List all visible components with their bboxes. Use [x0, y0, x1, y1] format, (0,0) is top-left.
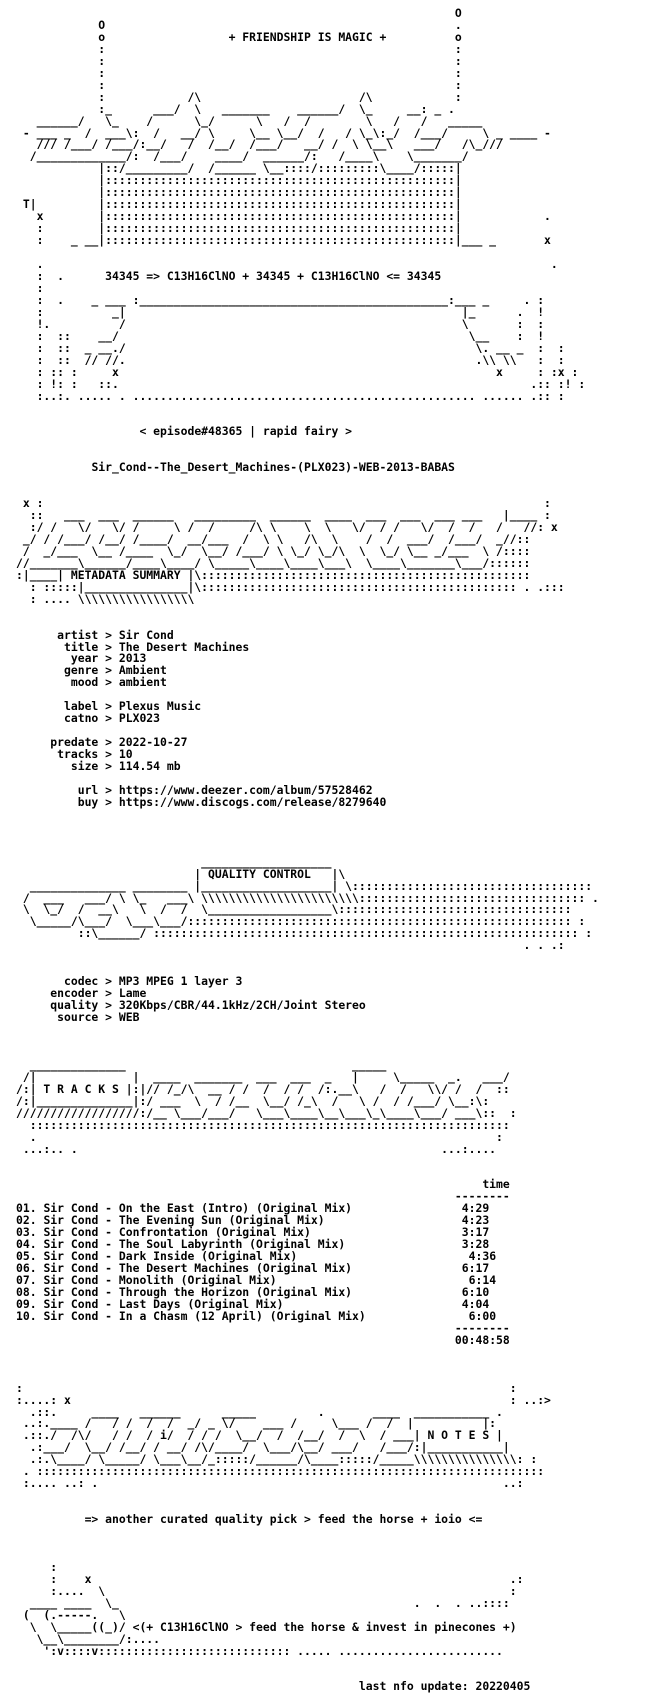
track-title: Sir Cond - Monolith (Original Mix)	[43, 1273, 277, 1288]
quality-value-quality: 320Kbps/CBR/44.1kHz/2CH/Joint Stereo	[118, 998, 366, 1013]
metadata-block	[16, 627, 640, 809]
quality-row-quality: quality > 320Kbps/CBR/44.1kHz/2CH/Joint Stereo	[16, 998, 366, 1013]
total-time-row	[16, 1333, 510, 1347]
closing-line	[16, 1514, 640, 1526]
meta-row-url: url > https://www.deezer.com/album/57528462	[16, 782, 373, 797]
track-number: 03.	[16, 1225, 37, 1240]
meta-value-year: 2013	[118, 651, 147, 666]
track-title: Sir Cond - The Desert Machines (Original Mix)	[43, 1261, 353, 1276]
meta-value-label: Plexus Music	[118, 699, 202, 714]
track-title: Sir Cond - Last Days (Original Mix)	[43, 1296, 284, 1311]
quality-value-source: WEB	[118, 1010, 140, 1025]
meta-value-artist: Sir Cond	[118, 627, 174, 642]
meta-value-genre: Ambient	[118, 663, 167, 678]
release-name-line	[16, 462, 640, 474]
nfo-document	[16, 6, 640, 1693]
meta-row-year: year > 2013	[16, 651, 147, 666]
track-number: 10.	[16, 1308, 37, 1323]
total-time: 00:48:58	[454, 1332, 510, 1347]
track-title: Sir Cond - Confrontation (Original Mix)	[43, 1225, 311, 1240]
header-ascii-art: O O . o + FRIENDSHIP IS MAGIC + o : : : : : : : : : /\ /\ : :_ ___/ \ _______ ______/ \_ __: _ . ______/ \_ / \_/ \ / / \ / / _____ - ___ _ / ___\: / __/ \ \__ \__/ / / \_\:_/ /___/ \ _ ____ - /// /___/ /___/:__/ / /__/ /___/ __/ / \ \__\ ___/ /\_/// /_____________/: /___/ ____/ ______/: /____\ \_______/ |::/_________/ /______ \__::::/:::::::::\____/:::::| |:::::::::::::::::::::::::::::::::::::::::::::::::::| |:::::::::::::::::::::::::::::::::::::::::::::::::::| T| |:::::::::::::::::::::::::::::::::::::::::::::::::::| x |:::::::::::::::::::::::::::::::::::::::::::::::::::| . : |:::::::::::::::::::::::::::::::::::::::::::::::::::| : _ __|:::::::::::::::::::::::::::::::::::::::::::::::::::|___ _ x . . : . 34345 => C13H16ClNO + 34345 + C13H16ClNO <= 34345 : : . _ ___ :_____________________________________________:___ _ . : : _| |_ . ! !. / \ : : : :: __/ \__ : ! : :: _ __./ \. __ _ : : : :: // //. .\\ \\ : : : :: : x x : :x : : !: : ::. .:: :! : :..:. ..... . .................................................. ...... .:: :	[22, 6, 586, 403]
meta-row-buy: buy > https://www.discogs.com/release/8279640	[16, 794, 387, 809]
quality-block	[16, 976, 640, 1024]
quality-row-encoder: encoder > Lame	[16, 986, 147, 1001]
meta-value-title: The Desert Machines	[118, 639, 250, 654]
track-time: 4:29	[461, 1201, 490, 1216]
meta-value-mood: ambient	[118, 675, 167, 690]
track-number: 04.	[16, 1237, 37, 1252]
quality-row-source: source > WEB	[16, 1010, 140, 1025]
track-number: 01.	[16, 1201, 37, 1216]
track-title: Sir Cond - The Soul Labyrinth (Original Mix)	[43, 1237, 346, 1252]
quality-control-banner: ___________________ | QUALITY CONTROL |\ ______________ ________ |___________________| \::::::::::::::::::::::::::::::::::: / ___ ___/ \ \_ ___\ \\\\\\\\\\\\\\\\\\\\\\\::::::::::::::::::::::::::::::::: . \ \_/ / __\ \ / / \__________________\:::::::::::::::::::::::::::::::::: \_____/\___/ \___\___/:::::::::::::::::::::::::::::::::::::::::::::::::::::::: : ::\______/ :::::::::::::::::::::::::::::::::::::::::::::::::::::::::::::: : . . .:	[22, 854, 599, 953]
tracks-banner: ______________ _____ /| | ____ _______ ___ ___ _ | \_____ _. ___/ /:| T R A C K S |:|// /_/\ __ / / / / / /:.__\ / / \\/ / / :: /:|______________|:/ ___ \ / /__ \__/ /_\ / \ / / /___/ \__:\: //////////////////:/__ \___/___/ \___\____\__\___\_\____\___/ ___\:: : :::::::::::::::::::::::::::::::::::::::::::::::::::::::::::::::::::::: . : ...:.. . ...:....	[16, 1057, 517, 1156]
release-name: Sir_Cond--The_Desert_Machines-(PLX023)-WEB-2013-BABAS	[91, 460, 455, 475]
meta-row-genre: genre > Ambient	[16, 663, 167, 678]
meta-row-artist: artist > Sir Cond	[16, 627, 174, 642]
meta-row-size: size > 114.54 mb	[16, 759, 181, 774]
track-number: 08.	[16, 1284, 37, 1299]
quality-row-codec: codec > MP3 MPEG 1 layer 3	[16, 974, 243, 989]
metadata-summary-banner: x : : :: ___ ___ ______ _________ ______ ____ ___ ___ ___ ___ |____ : :/ / \/ \/ / \ / / /\ \ \ \ \/ / / \/ / / / //: x _/ / /___/ /__/ /____/ __/___ / \ \ /\ \ / / ___/ /___/ _//:: / _/___ \__ /____ \_/ \__/ /___/ \ \_/ \_/\ \ \_/ \__ _/___ \ /:::: //_______\______/____\____/ \_____\____\____\___\ \____\_______\___/:::::: :|____| METADATA SUMMARY |\:::::::::::::::::::::::::::::::::::::::::::::::: : :::::|_______________|\:::::::::::::::::::::::::::::::::::::::::::::: . .::: : .... \\\\\\\\\\\\\\\\\	[16, 496, 565, 606]
episode-line	[16, 426, 640, 438]
meta-value-catno: PLX023	[118, 711, 161, 726]
last-update-text: last nfo update: 20220405	[358, 1679, 531, 1693]
track-time: 3:28	[461, 1237, 490, 1252]
track-time: 4:23	[461, 1213, 490, 1228]
track-title: Sir Cond - Through the Horizon (Original Mix)	[43, 1284, 353, 1299]
meta-row-catno: catno > PLX023	[16, 711, 161, 726]
track-number: 05.	[16, 1249, 37, 1264]
meta-row-predate: predate > 2022-10-27	[16, 735, 188, 750]
quality-value-encoder: Lame	[118, 986, 147, 1001]
meta-value-url: https://www.deezer.com/album/57528462	[118, 782, 373, 797]
total-rule: --------	[454, 1320, 510, 1335]
time-header-rule: --------	[454, 1189, 510, 1204]
track-title: Sir Cond - On the East (Intro) (Original Mix)	[43, 1201, 353, 1216]
track-number: 02.	[16, 1213, 37, 1228]
quality-value-codec: MP3 MPEG 1 layer 3	[118, 974, 243, 989]
notes-banner: : : :....: x : ..:> .::. ____ ______ _____ . ____ ___________ . ..:.____ / / / / / _/ _ \/ ___ / \___ / / | |: .::./ /\/ / / / i/ / / / \__/ / /__/ / \ / ___| N O T E S | .:___/ \__/ /__/ / __/ /\/____/ \___/\__/ ___/ /___/:|___________| .:.\____/ \_____/ \___\__/_:::::/______/\____:::::/_____\\\\\\\\\\\\\\\: : . :::::::::::::::::::::::::::::::::::::::::::::::::::::::::::::::::::::::::: :.... ..: . ..:	[16, 1380, 551, 1491]
meta-value-predate: 2022-10-27	[118, 735, 188, 750]
track-time: 4:04	[461, 1296, 490, 1311]
track-title: Sir Cond - The Evening Sun (Original Mix)	[43, 1213, 325, 1228]
track-time: 3:17	[461, 1225, 490, 1240]
meta-row-label: label > Plexus Music	[16, 699, 202, 714]
meta-value-size: 114.54 mb	[118, 759, 181, 774]
meta-row-mood: mood > ambient	[16, 675, 167, 690]
meta-row-title: title > The Desert Machines	[16, 639, 250, 654]
track-number: 07.	[16, 1273, 37, 1288]
track-time: 6:14	[468, 1273, 497, 1288]
meta-value-tracks: 10	[118, 747, 133, 762]
track-title: Sir Cond - In a Chasm (12 April) (Original Mix)	[43, 1308, 366, 1323]
closing-text: => another curated quality pick > feed the horse + ioio <=	[84, 1512, 483, 1527]
track-time: 4:36	[468, 1249, 497, 1264]
meta-row-tracks: tracks > 10	[16, 747, 133, 762]
last-update-line	[16, 1681, 640, 1693]
track-title: Sir Cond - Dark Inside (Original Mix)	[43, 1249, 298, 1264]
time-header: time	[482, 1177, 510, 1192]
track-time: 6:17	[461, 1261, 490, 1276]
track-time: 6:00	[468, 1308, 497, 1323]
track-time: 6:10	[461, 1284, 490, 1299]
meta-value-buy: https://www.discogs.com/release/8279640	[118, 794, 387, 809]
track-number: 06.	[16, 1261, 37, 1276]
track-number: 09.	[16, 1296, 37, 1311]
footer-ascii-art: : : x .: :.... \ : ____ ____ \_ . . . ..:::: ( (.-----. \ \ \_____((_)/ <(+ C13H16ClNO > feed the horse & invest in pinecones +) \__\________/:.... ':v::::v:::::::::::::::::::::::::::: ..... ........................	[22, 1559, 524, 1658]
episode-text: < episode#48365 | rapid fairy >	[139, 424, 353, 439]
tracklist	[16, 1179, 640, 1346]
